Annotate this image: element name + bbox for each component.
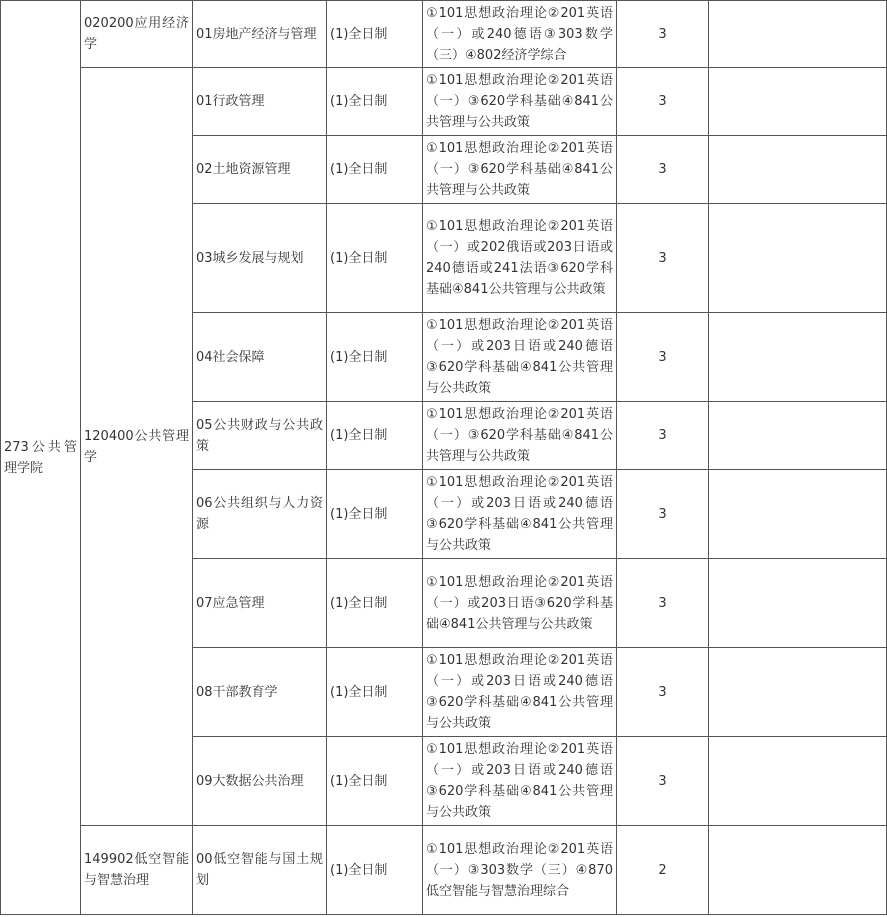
research-direction-cell: 06公共组织与人力资源 — [193, 470, 327, 559]
enrollment-quota-cell: 3 — [617, 402, 709, 470]
enrollment-quota-cell: 3 — [617, 1, 709, 68]
remarks-cell — [709, 559, 887, 648]
exam-subjects-cell: ①101思想政治理论②201英语（一）或203日语或240德语③620学科基础④841公共管理与公共政策 — [423, 313, 617, 402]
remarks-cell — [709, 136, 887, 204]
exam-subjects-cell: ①101思想政治理论②201英语（一）③620学科基础④841公共管理与公共政策 — [423, 402, 617, 470]
study-mode-cell: (1)全日制 — [327, 136, 423, 204]
enrollment-quota-cell: 3 — [617, 68, 709, 136]
research-direction-cell: 04社会保障 — [193, 313, 327, 402]
remarks-cell — [709, 470, 887, 559]
exam-subjects-cell: ①101思想政治理论②201英语（一）或203日语或240德语③620学科基础④841公共管理与公共政策 — [423, 470, 617, 559]
study-mode-cell: (1)全日制 — [327, 204, 423, 313]
enrollment-quota-cell: 3 — [617, 204, 709, 313]
remarks-cell — [709, 204, 887, 313]
study-mode-cell: (1)全日制 — [327, 313, 423, 402]
remarks-cell — [709, 68, 887, 136]
exam-subjects-cell: ①101思想政治理论②201英语（一）或203日语或240德语③620学科基础④841公共管理与公共政策 — [423, 648, 617, 737]
exam-subjects-cell: ①101思想政治理论②201英语（一）③620学科基础④841公共管理与公共政策 — [423, 68, 617, 136]
exam-subjects-cell: ①101思想政治理论②201英语（一）③620学科基础④841公共管理与公共政策 — [423, 136, 617, 204]
study-mode-cell: (1)全日制 — [327, 559, 423, 648]
research-direction-cell: 05公共财政与公共政策 — [193, 402, 327, 470]
table-row — [1, 1, 887, 68]
exam-subjects-cell: ①101思想政治理论②201英语（一）或203日语或240德语③620学科基础④841公共管理与公共政策 — [423, 737, 617, 826]
research-direction-cell: 01行政管理 — [193, 68, 327, 136]
remarks-cell — [709, 826, 887, 915]
enrollment-quota-cell: 3 — [617, 136, 709, 204]
major-cell: 120400公共管理学 — [81, 68, 193, 826]
research-direction-cell: 02土地资源管理 — [193, 136, 327, 204]
research-direction-cell: 08干部教育学 — [193, 648, 327, 737]
enrollment-quota-cell: 2 — [617, 826, 709, 915]
exam-subjects-cell: ①101思想政治理论②201英语（一）或203日语③620学科基础④841公共管理与公共政策 — [423, 559, 617, 648]
study-mode-cell: (1)全日制 — [327, 402, 423, 470]
study-mode-cell: (1)全日制 — [327, 826, 423, 915]
research-direction-cell: 00低空智能与国土规划 — [193, 826, 327, 915]
table-body — [1, 1, 887, 915]
remarks-cell — [709, 402, 887, 470]
study-mode-cell: (1)全日制 — [327, 737, 423, 826]
major-cell: 149902低空智能与智慧治理 — [81, 826, 193, 915]
study-mode-cell: (1)全日制 — [327, 648, 423, 737]
enrollment-quota-cell: 3 — [617, 648, 709, 737]
research-direction-cell: 03城乡发展与规划 — [193, 204, 327, 313]
remarks-cell — [709, 313, 887, 402]
enrollment-quota-cell: 3 — [617, 313, 709, 402]
study-mode-cell: (1)全日制 — [327, 470, 423, 559]
major-cell: 020200应用经济学 — [81, 1, 193, 68]
enrollment-quota-cell: 3 — [617, 559, 709, 648]
study-mode-cell: (1)全日制 — [327, 68, 423, 136]
enrollment-quota-cell: 3 — [617, 737, 709, 826]
exam-subjects-cell: ①101思想政治理论②201英语（一）或202俄语或203日语或240德语或241法语③620学科基础④841公共管理与公共政策 — [423, 204, 617, 313]
study-mode-cell: (1)全日制 — [327, 1, 423, 68]
table-row — [1, 68, 887, 136]
exam-subjects-cell: ①101思想政治理论②201英语（一）或240德语③303数学（三）④802经济学综合 — [423, 1, 617, 68]
exam-subjects-cell: ①101思想政治理论②201英语（一）③303数学（三）④870低空智能与智慧治理综合 — [423, 826, 617, 915]
research-direction-cell: 07应急管理 — [193, 559, 327, 648]
enrollment-quota-cell: 3 — [617, 470, 709, 559]
remarks-cell — [709, 1, 887, 68]
research-direction-cell: 01房地产经济与管理 — [193, 1, 327, 68]
research-direction-cell: 09大数据公共治理 — [193, 737, 327, 826]
remarks-cell — [709, 648, 887, 737]
college-cell: 273公共管理学院 — [1, 1, 81, 915]
table-row — [1, 826, 887, 915]
remarks-cell — [709, 737, 887, 826]
